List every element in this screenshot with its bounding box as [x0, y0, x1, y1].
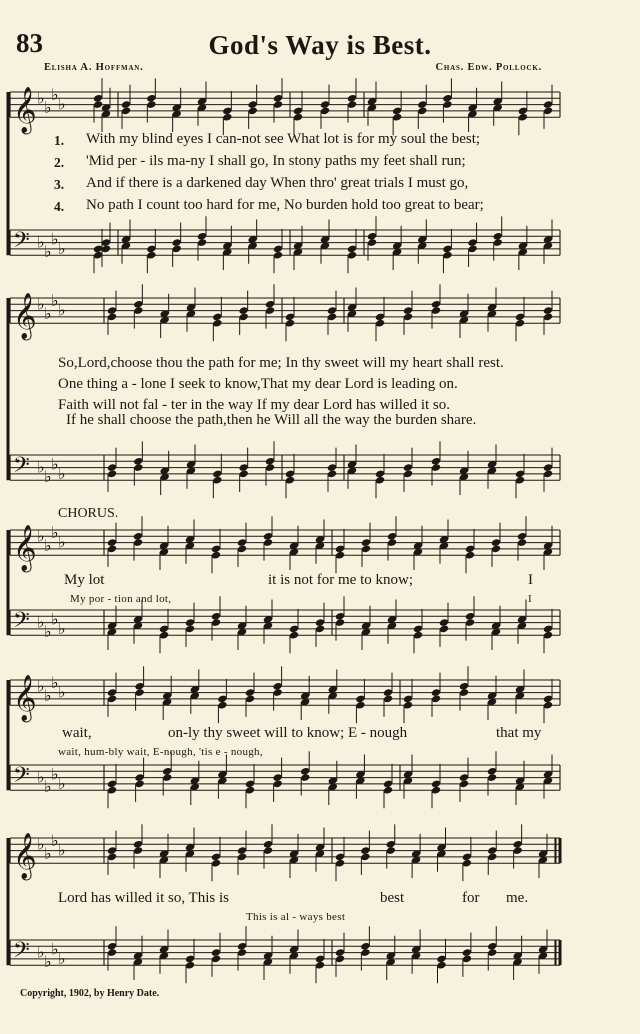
svg-text:♭: ♭ [51, 939, 59, 959]
svg-text:♭: ♭ [51, 85, 59, 105]
verse-line: So,Lord,choose thou the path for me; In thy sweet will my heart shall rest. [58, 355, 504, 371]
flat-sign-icon: ♭ [37, 88, 45, 108]
svg-text:♭: ♭ [44, 622, 52, 642]
svg-text:♭: ♭ [44, 303, 52, 323]
flat-sign-icon: ♭ [37, 942, 45, 962]
svg-text:♭: ♭ [44, 952, 52, 972]
verse-number: 2. [54, 155, 65, 170]
bass-clef-icon: 𝄢 [13, 227, 30, 258]
verse-number: 3. [54, 177, 65, 192]
treble-clef-icon: 𝄞 [13, 293, 37, 340]
svg-text:♭: ♭ [58, 300, 66, 320]
bass-clef-icon: 𝄢 [13, 762, 30, 793]
copyright-notice: Copyright, 1902, by Henry Date. [20, 988, 160, 999]
svg-text:♭: ♭ [58, 618, 66, 638]
svg-text:♭: ♭ [58, 94, 66, 114]
svg-text:♭: ♭ [58, 532, 66, 552]
chorus-lyric: best [380, 890, 405, 906]
svg-text:♭: ♭ [51, 523, 59, 543]
verse-line: And if there is a darkened day When thro' great trials I must go, [86, 175, 469, 191]
flat-sign-icon: ♭ [37, 232, 45, 252]
svg-text:♭: ♭ [58, 463, 66, 483]
svg-text:♭: ♭ [51, 764, 59, 784]
svg-text:♭: ♭ [58, 773, 66, 793]
flat-sign-icon: ♭ [37, 526, 45, 546]
verse-line: 'Mid per - ils ma-ny I shall go, In stony paths my feet shall run; [86, 153, 466, 169]
chorus-lyric: I [528, 572, 533, 588]
svg-text:♭: ♭ [51, 291, 59, 311]
flat-sign-icon: ♭ [37, 457, 45, 477]
chorus-lyric: Lord has willed it so, This is [58, 890, 229, 906]
svg-text:♭: ♭ [51, 831, 59, 851]
verse-number: 1. [54, 133, 65, 148]
svg-text:♭: ♭ [51, 609, 59, 629]
flat-sign-icon: ♭ [37, 676, 45, 696]
bass-clef-icon: 𝄢 [13, 452, 30, 483]
chorus-lyric: it is not for me to know; [268, 572, 413, 588]
flat-sign-icon: ♭ [37, 294, 45, 314]
chorus-lyric: me. [506, 890, 529, 906]
svg-text:♭: ♭ [58, 840, 66, 860]
chorus-lyric: for [462, 890, 480, 906]
flat-sign-icon: ♭ [37, 612, 45, 632]
verse-line: If he shall choose the path,then he Will all the way the burden share. [66, 412, 477, 428]
bass-clef-icon: 𝄢 [13, 607, 30, 638]
treble-clef-icon: 𝄞 [13, 525, 37, 572]
verse-line: One thing a - lone I seek to know,That my dear Lord is leading on. [58, 376, 458, 392]
svg-text:♭: ♭ [51, 454, 59, 474]
composer-credit: Chas. Edw. Pollock. [435, 62, 542, 73]
svg-text:♭: ♭ [44, 97, 52, 117]
verse-line: With my blind eyes I can-not see What lot is for my soul the best; [86, 131, 481, 147]
chorus-lyric: My lot [64, 572, 105, 588]
chorus-bass-lyric: This is al - ways best [246, 911, 346, 923]
svg-text:♭: ♭ [58, 238, 66, 258]
verse-line: No path I count too hard for me, No burden hold too great to bear; [86, 197, 484, 213]
svg-text:♭: ♭ [44, 242, 52, 262]
svg-text:♭: ♭ [58, 948, 66, 968]
svg-text:♭: ♭ [44, 685, 52, 705]
flat-sign-icon: ♭ [37, 834, 45, 854]
svg-text:♭: ♭ [44, 777, 52, 797]
chorus-lyric: wait, [62, 725, 92, 741]
author-credit: Elisha A. Hoffman. [44, 62, 144, 73]
svg-text:♭: ♭ [44, 843, 52, 863]
chorus-lyric: that my [496, 725, 542, 741]
treble-clef-icon: 𝄞 [13, 833, 37, 880]
chorus-bass-lyric: My por - tion and lot, [70, 593, 172, 605]
verse-line: Faith will not fal - ter in the way If my dear Lord has willed it so. [58, 397, 450, 413]
chorus-bass-lyric: I [528, 593, 532, 605]
flat-sign-icon: ♭ [37, 767, 45, 787]
svg-text:♭: ♭ [44, 467, 52, 487]
svg-text:♭: ♭ [51, 229, 59, 249]
treble-clef-icon: 𝄞 [13, 675, 37, 722]
chorus-lyric: on-ly thy sweet will to know; E - nough [168, 725, 408, 741]
chorus-bass-lyric: wait, hum-bly wait, E-nough, 'tis e - nough, [58, 746, 263, 758]
chorus-label: CHORUS. [58, 506, 119, 521]
verse-number: 4. [54, 199, 65, 214]
bass-clef-icon: 𝄢 [13, 937, 30, 968]
hymn-title: God's Way is Best. [208, 30, 432, 60]
svg-text:♭: ♭ [58, 682, 66, 702]
treble-clef-icon: 𝄞 [13, 87, 37, 134]
svg-text:♭: ♭ [51, 673, 59, 693]
hymn-number: 83 [16, 28, 43, 58]
svg-text:♭: ♭ [44, 535, 52, 555]
